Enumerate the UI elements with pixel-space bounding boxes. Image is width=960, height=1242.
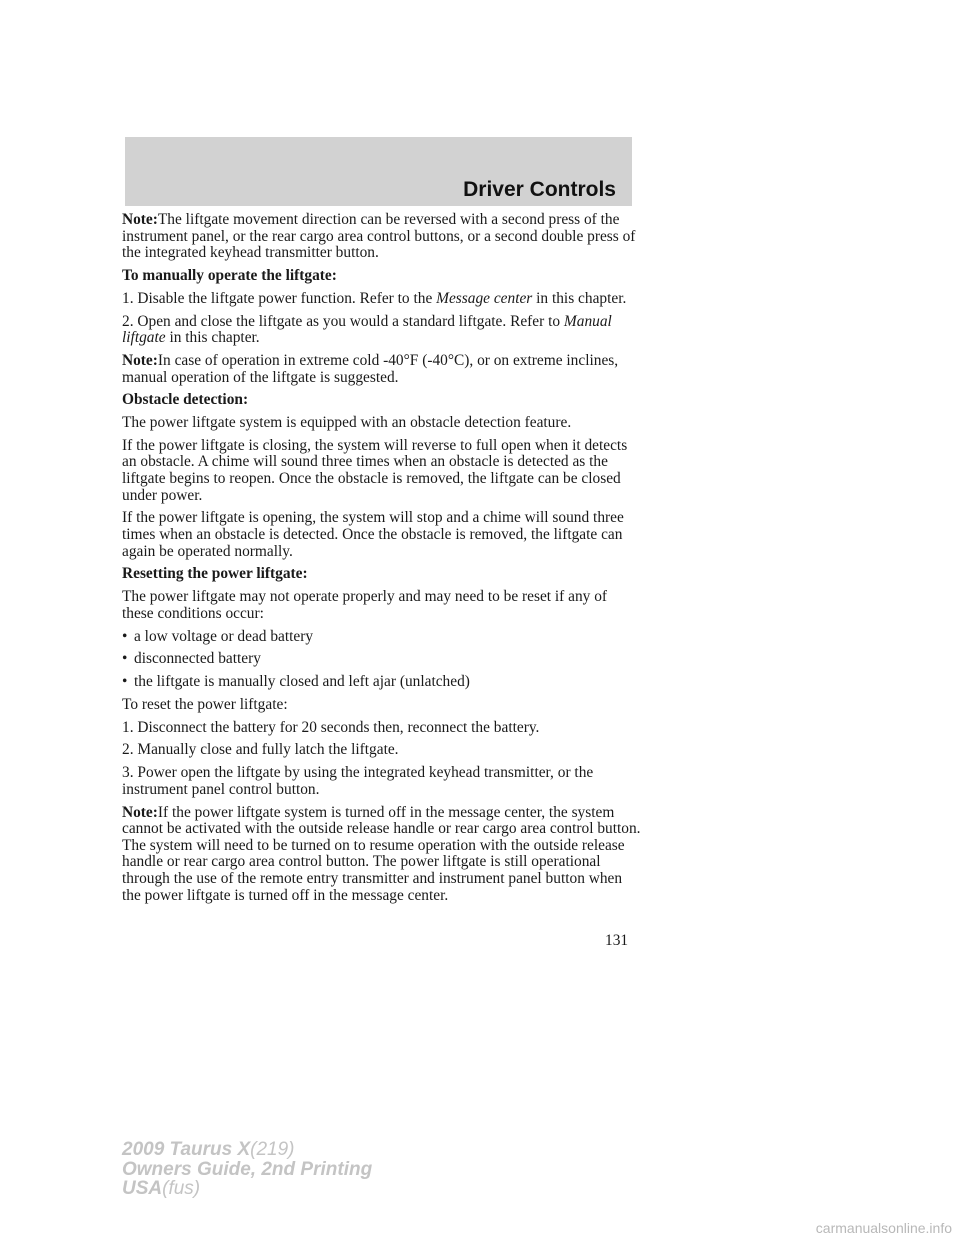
note-paragraph	[122, 212, 642, 262]
page-number: 131	[605, 932, 629, 949]
footer-line-2: Owners Guide, 2nd Printing	[122, 1158, 373, 1180]
subheading-obstacle-detection: Obstacle detection:	[122, 391, 249, 409]
reset-step-3: 3. Power open the liftgate by using the integrated keyhead transmitter, or the instrument panel control button.	[122, 764, 594, 798]
reset-step-1: 1. Disconnect the battery for 20 seconds then, reconnect the battery.	[122, 718, 540, 736]
section-header	[125, 137, 632, 206]
bullet-item	[122, 674, 642, 691]
bullet-text: disconnected battery	[134, 650, 261, 668]
body-paragraph: If the power liftgate is opening, the system will stop and a chime will sound three times when an obstacle is detected. Once the obstacle is removed, the liftgate can again be operated normally.	[122, 509, 624, 560]
bullet-icon: •	[122, 627, 128, 645]
section-title: Driver Controls	[463, 178, 616, 201]
note-text: If the power liftgate system is turned off in the message center, the system cannot be activated with the outside release handle or rear cargo area control button. The system will need to be turned on to resume operation with the outside release handle or rear cargo area control button. The power liftgate is still operational through the use of the remote entry transmitter and instrument panel button when the power liftgate is turned off in the message center.	[122, 803, 641, 904]
bullet-item	[122, 651, 642, 668]
body-paragraph: To reset the power liftgate:	[122, 695, 288, 713]
footer-model-code: (219)	[250, 1139, 295, 1160]
subheading-manual-operation: To manually operate the liftgate:	[122, 266, 337, 284]
bullet-text: a low voltage or dead battery	[134, 627, 314, 645]
cross-reference: Manual liftgate	[122, 312, 612, 347]
manual-step-1	[122, 291, 642, 308]
cross-reference: Message center	[436, 289, 533, 307]
note-paragraph	[122, 353, 642, 386]
step-text-end: in this chapter.	[532, 289, 627, 307]
footer-region: USA	[122, 1178, 163, 1199]
note-label: Note:	[122, 351, 158, 369]
footer-region-code: (fus)	[162, 1178, 201, 1199]
body-paragraph: If the power liftgate is closing, the system will reverse to full open when it detects an obstacle. A chime will sound three times when an obstacle is detected as the liftgate begins to reopen. Once the obstacle is removed, the liftgate can be closed under power.	[122, 436, 628, 504]
step-text-end: in this chapter.	[165, 329, 260, 347]
bullet-item	[122, 629, 642, 646]
subheading-resetting: Resetting the power liftgate:	[122, 565, 308, 583]
footer-line-1	[122, 1140, 372, 1160]
manual-step-2	[122, 314, 642, 347]
manual-body	[122, 212, 642, 910]
note-text: In case of operation in extreme cold -40°F (-40°C), or on extreme inclines, manual operation of the liftgate is suggested.	[122, 351, 619, 386]
watermark: carmanualsonline.info	[815, 1220, 952, 1236]
note-label: Note:	[122, 211, 158, 228]
footer-line-3	[122, 1179, 372, 1199]
footer-model: 2009 Taurus X	[122, 1139, 251, 1160]
bullet-icon: •	[122, 650, 128, 668]
document-footer	[122, 1140, 372, 1199]
body-paragraph: The power liftgate system is equipped with an obstacle detection feature.	[122, 414, 572, 432]
body-paragraph: The power liftgate may not operate properly and may need to be reset if any of these conditions occur:	[122, 588, 608, 622]
bullet-icon: •	[122, 673, 128, 691]
note-label: Note:	[122, 803, 158, 821]
step-text: 2. Open and close the liftgate as you would a standard liftgate. Refer to	[122, 312, 564, 330]
reset-step-2: 2. Manually close and fully latch the liftgate.	[122, 741, 399, 759]
note-text: The liftgate movement direction can be reversed with a second press of the instrument panel, or the rear cargo area control buttons, or a second double press of the integrated keyhead transmitter button.	[122, 211, 636, 262]
bullet-text: the liftgate is manually closed and left ajar (unlatched)	[134, 673, 470, 691]
step-text: 1. Disable the liftgate power function. Refer to the	[122, 289, 437, 307]
note-paragraph	[122, 805, 642, 905]
